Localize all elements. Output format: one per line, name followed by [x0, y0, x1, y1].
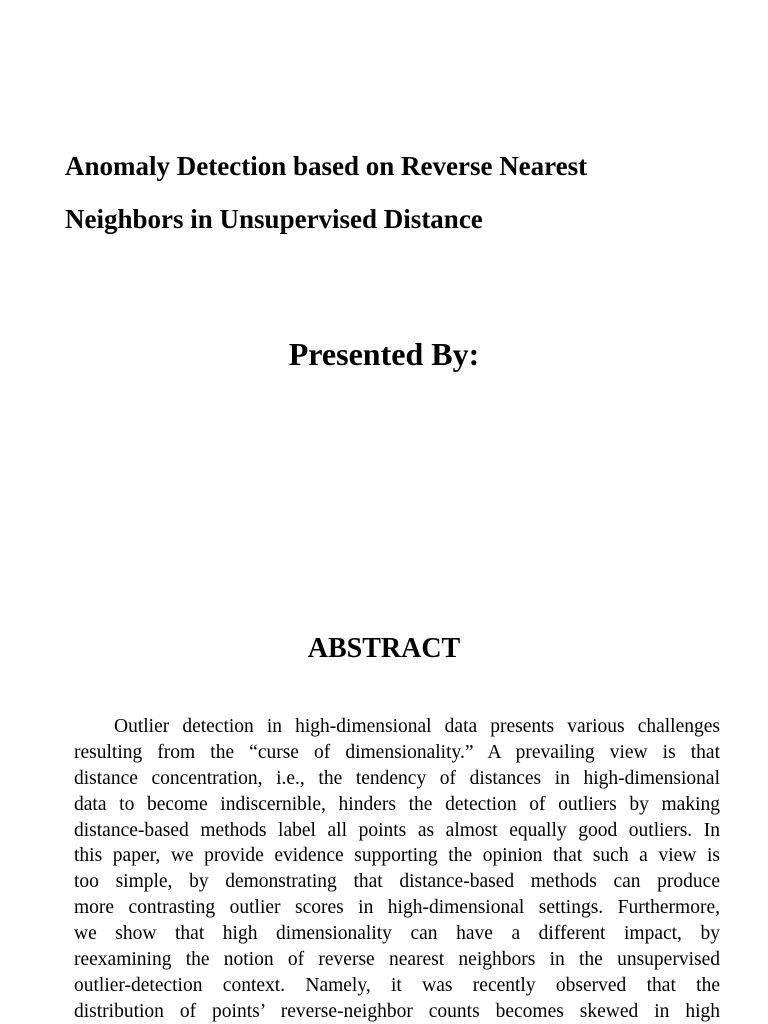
abstract-line: resulting from the “curse of dimensionality.” A prevailing view is that [74, 741, 720, 763]
abstract-body [74, 714, 720, 1024]
presented-by-heading: Presented By: [288, 336, 480, 372]
abstract-line: we show that high dimensionality can have a different impact, by [74, 923, 720, 945]
abstract-line: more contrasting outlier scores in high-dimensional settings. Furthermore, [74, 897, 720, 919]
abstract-heading: ABSTRACT [307, 633, 461, 664]
abstract-line: outlier-detection context. Namely, it was recently observed that the [74, 974, 720, 996]
abstract-line: distance-based methods label all points as almost equally good outliers. In [74, 819, 720, 841]
document-title-line-2: Neighbors in Unsupervised Distance [65, 204, 483, 234]
document-title-line-1: Anomaly Detection based on Reverse Nearest [65, 151, 588, 181]
abstract-line: Outlier detection in high-dimensional data presents various challenges [114, 716, 720, 737]
abstract-line: distribution of points’ reverse-neighbor counts becomes skewed in high [74, 1000, 720, 1022]
abstract-line: distance concentration, i.e., the tendency of distances in high-dimensional [74, 767, 720, 789]
abstract-line: data to become indiscernible, hinders the detection of outliers by making [74, 793, 720, 815]
abstract-line: reexamining the notion of reverse nearest neighbors in the unsupervised [74, 949, 720, 971]
abstract-line: too simple, by demonstrating that distance-based methods can produce [74, 871, 720, 893]
abstract-line: this paper, we provide evidence supporting the opinion that such a view is [74, 845, 720, 867]
